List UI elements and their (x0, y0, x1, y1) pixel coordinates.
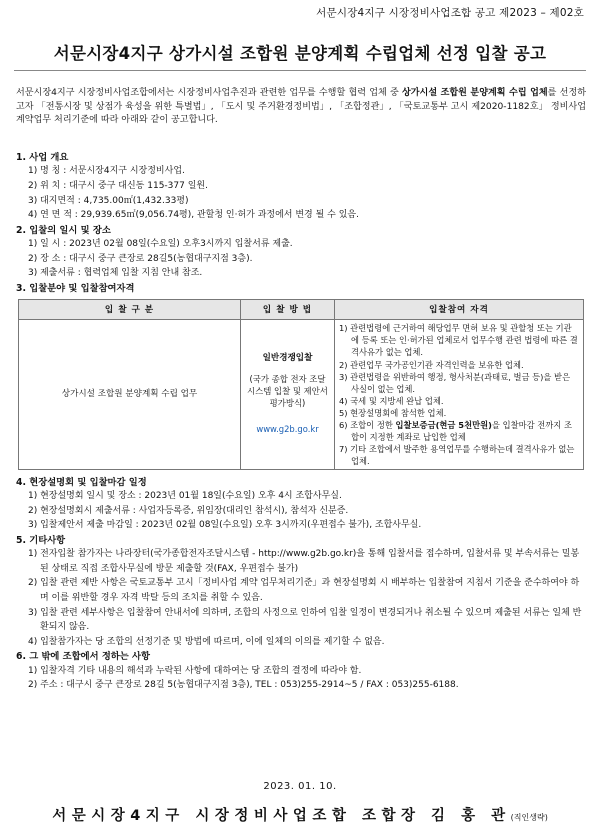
section-heading-qualification: 3. 입찰분야 및 입찰참여자격 (16, 282, 135, 294)
qualification-item: 4) 국세 및 지방세 완납 업체. (339, 395, 444, 406)
notice-date: 2023. 01. 10. (263, 781, 337, 792)
qualification-item: 3) 관련법령을 위반하여 행정, 형사처분(과태료, 벌금 등)을 받은 사실이 없는 업체. (339, 371, 571, 394)
notice-body (16, 150, 586, 693)
deposit-text-pre: 6) 조합이 정한 (339, 419, 396, 430)
page-title: 서문시장4지구 상가시설 조합원 분양계획 수립업체 선정 입찰 공고 (53, 44, 547, 63)
table-header-qualification: 입찰참여 자격 (335, 300, 584, 320)
list-item: 1) 일 시 : 2023년 02월 08일(수요일) 오후3시까지 입찰서류 제출. (28, 239, 293, 250)
list-item: 1) 현장설명회 일시 및 장소 : 2023년 01월 18일(수요일) 오후 4시 조합사무실. (28, 491, 342, 502)
intro-text-1: 서문시장4지구 시장정비사업조합에서는 시장정비사업추진과 관련한 업무를 수행할 협력 업체 중 (16, 88, 402, 98)
list-item: 2) 장 소 : 대구시 중구 큰장로 28길5(농협대구지점 3층). (28, 253, 253, 264)
list-item: 3) 제출서류 : 협력업체 입찰 지침 안내 참조. (28, 268, 203, 279)
list-item: 3) 대지면적 : 4,735.00㎡(1,432.33평) (28, 195, 189, 206)
table-header-method: 입 찰 방 법 (241, 300, 335, 320)
list-item: 2) 입찰 관련 제반 사항은 국토교통부 고시「정비사업 계약 업무처리기준」과 현장설명회 시 배부하는 입찰참여 지침서 기준을 준수하여야 하며 이를 위반할 경우 자격 박탈 등의 조치를 취할 수 있음. (28, 578, 580, 604)
qualification-cell (335, 320, 584, 469)
qualification-item: 5) 현장설명회에 참석한 업체. (339, 407, 447, 418)
intro-text-2: 를 선정하고자 「전통시장 및 상점가 육성을 위한 특별법」, 「도시 및 주거환경정비법」, 「조합정관」, 「국토교통부 고시 제2020-1182호」 정비사업 계약업무 처리기준에 따라 아래와 같이 공고합니다. (16, 88, 587, 126)
table-row (19, 320, 584, 469)
signature-text: 서문시장4지구 시장정비사업조합 조합장 김 홍 관 (52, 808, 511, 824)
bid-method-description: (국가 종합 전자 조달 시스템 입찰 및 제안서 평가방식) (247, 373, 328, 409)
signature-line (0, 806, 600, 827)
section-heading-briefing: 4. 현장설명회 및 입찰마감 일정 (16, 476, 147, 488)
deposit-amount: 입찰보증금(현금 5천만원) (395, 419, 492, 430)
intro-paragraph (16, 87, 586, 128)
list-item: 1) 명 칭 : 서문시장4지구 시장정비사업. (28, 166, 185, 177)
qualification-item: 1) 관련법령에 근거하여 해당업무 면허 보유 및 관할청 또는 기관에 등록 또는 인·허가된 업체로서 업무수행 관련 법령에 따른 결격사유가 없는 업체. (339, 323, 578, 358)
section-heading-schedule: 2. 입찰의 일시 및 장소 (16, 224, 111, 236)
seal-omitted-note: (직인생략) (510, 813, 548, 822)
bid-method-cell (241, 320, 335, 469)
qualification-item-deposit (339, 419, 579, 443)
bid-qualification-table (18, 299, 584, 469)
g2b-link[interactable]: www.g2b.go.kr (256, 424, 319, 435)
section-heading-other: 5. 기타사항 (16, 534, 66, 546)
qualification-item: 2) 관련업무 국가공인기관 자격인력을 보유한 업체. (339, 359, 524, 370)
list-item: 2) 주소 : 대구시 중구 큰장로 28길 5(농협대구지점 3층), TEL : 053)255-2914~5 / FAX : 053)255-6188. (28, 680, 459, 691)
intro-bold-text: 상가시설 조합원 분양계획 수립 업체 (401, 88, 548, 98)
section-heading-misc: 6. 그 밖에 조합에서 정하는 사항 (16, 651, 150, 663)
section-heading-overview: 1. 사업 개요 (16, 152, 69, 163)
list-item: 3) 입찰 관련 세부사항은 입찰참여 안내서에 의하며, 조합의 사정으로 인하여 입찰 일정이 변경되거나 취소될 수 있으며 제출된 서류는 일체 반환되지 않음. (28, 607, 582, 633)
list-item: 3) 입찰제안서 제출 마감일 : 2023년 02월 08일(수요일) 오후 3시까지(우편접수 불가), 조합사무실. (28, 520, 422, 531)
table-header-row (19, 300, 584, 320)
deposit-text-post: 을 입찰마감 전까지 조합이 지정한 계좌로 납입한 업체 (351, 419, 572, 442)
table-header-category: 입 찰 구 분 (19, 300, 241, 320)
list-item: 2) 현장설명회시 제출서류 : 사업자등록증, 위임장(대리인 참석시), 참석자 신분증. (28, 505, 349, 516)
list-item: 1) 입찰자격 기타 내용의 해석과 누락된 사항에 대하여는 당 조합의 결정에 따라야 함. (28, 665, 362, 676)
list-item: 4) 입찰참가자는 당 조합의 선정기준 및 방법에 따르며, 이에 일체의 이의를 제기할 수 없음. (28, 636, 385, 647)
qualification-item: 7) 기타 조합에서 발주한 용역업무를 수행하는데 결격사유가 없는 업체. (339, 443, 575, 466)
list-item: 1) 전자입찰 참가자는 나라장터(국가종합전자조달시스템 - http://www.g2b.go.kr)을 통해 입찰서를 접수하며, 입찰서류 및 부속서류는 밀봉된 상태로 직접 조합사무실에 방문 제출할 것(FAX, 우편접수 불가) (28, 549, 580, 574)
list-item: 2) 위 치 : 대구시 중구 대신동 115-377 일원. (28, 181, 208, 192)
bid-category-cell: 상가시설 조합원 분양계획 수립 업무 (19, 320, 241, 469)
doc-number: 서문시장4지구 시장정비사업조합 공고 제2023 – 제02호 (316, 7, 584, 19)
bid-method-main: 일반경쟁입찰 (262, 353, 313, 364)
title-divider (14, 70, 586, 71)
list-item: 4) 연 면 적 : 29,939.65㎡(9,056.74평), 관할청 인·허가 과정에서 변경 될 수 있음. (28, 210, 359, 221)
